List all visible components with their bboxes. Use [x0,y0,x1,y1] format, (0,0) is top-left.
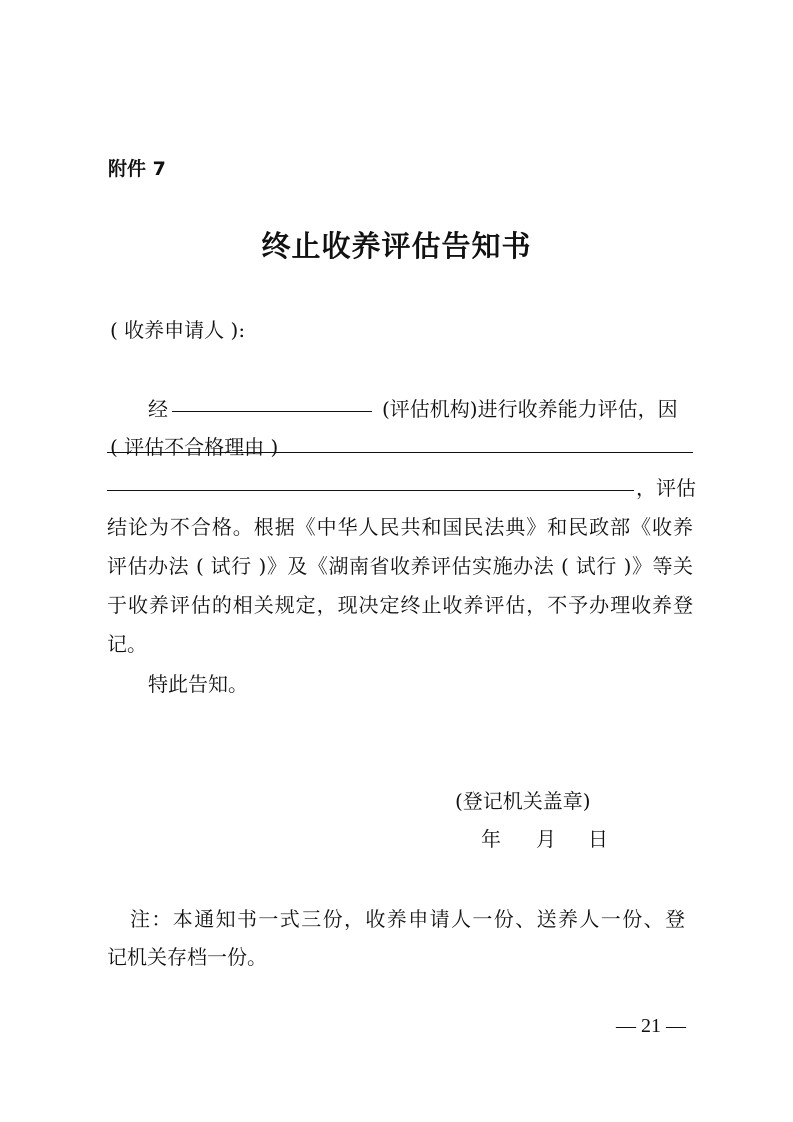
date-year: 年 [481,827,501,851]
paragraph-line-3-suffix: ，评估 [636,476,696,500]
addressee: ( 收养申请人 ): [110,318,246,342]
paragraph-line-7: 记。 [107,632,147,656]
evaluation-agency-blank[interactable] [172,411,372,412]
closing-text: 特此告知。 [148,672,248,696]
page-number: — 21 — [616,1015,686,1037]
paragraph-line-1-prefix: 经 [148,397,168,421]
note-line-1: 注：本通知书一式三份，收养申请人一份、送养人一份、登 [130,907,685,931]
note-line-2: 记机关存档一份。 [107,945,267,969]
paragraph-line-1-suffix: (评估机构)进行收养能力评估，因 [382,397,678,421]
date-month: 月 [536,827,556,851]
date-day: 日 [588,827,608,851]
paragraph-line-4: 结论为不合格。根据《中华人民共和国民法典》和民政部《收养 [107,515,693,539]
paragraph-line-6: 于收养评估的相关规定，现决定终止收养评估，不予办理收养登 [107,593,693,617]
attachment-label: 附件 7 [108,158,166,180]
paragraph-line-5: 评估办法 ( 试行 )》及《湖南省收养评估实施办法 ( 试行 )》等关 [107,554,693,578]
unqualified-reason-blank-1[interactable] [107,452,693,453]
document-title: 终止收养评估告知书 [261,229,532,263]
unqualified-reason-hint: ( 评估不合格理由 ) [110,435,279,459]
unqualified-reason-blank-2[interactable] [107,490,634,491]
seal-note: (登记机关盖章) [455,789,591,813]
